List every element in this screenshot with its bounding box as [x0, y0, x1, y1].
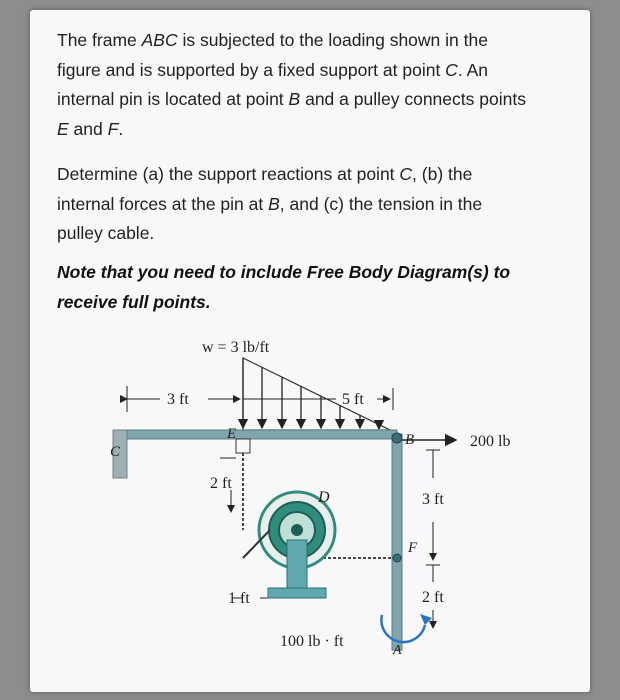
dim-3ft-top: 3 ft [167, 391, 189, 408]
text-run: , (b) the internal forces at the pin at [57, 164, 473, 214]
text-run: . [118, 118, 124, 139]
dim-2ft: 2 ft [210, 475, 232, 492]
dim-3ft-right: 3 ft [422, 491, 444, 508]
frame-figure [30, 10, 590, 692]
text-run: Determine (a) the support reactions at point [57, 164, 400, 184]
hanger-E [236, 439, 250, 453]
label-D: D [318, 489, 330, 506]
fbd-note: Note that you need to include Free Body Diagram(s) to receive full points. [57, 262, 511, 312]
label-F: F [408, 540, 418, 556]
dim-5ft: 5 ft [342, 391, 364, 408]
label-B: B [405, 432, 415, 448]
label-C: C [110, 444, 121, 460]
moment-arrow-head [420, 614, 432, 625]
load-label: w = 3 lb/ft [202, 339, 270, 356]
moment-arrow [381, 615, 425, 642]
label-E: E [227, 426, 237, 442]
distributed-load [243, 358, 390, 430]
text-run-italic: ABC [141, 30, 178, 50]
text-run: is subjected to the loading shown in the figure and is supported by a fixed support at point [57, 30, 488, 80]
text-run-italic: B [288, 89, 301, 109]
beam-CB [127, 430, 397, 439]
moment-label: 100 lb · ft [280, 633, 344, 650]
text-run-italic: E [57, 118, 69, 139]
text-run: and a pulley connects points [300, 89, 526, 109]
pin-B [392, 433, 402, 443]
label-A: A [393, 643, 402, 658]
point-F-connector [393, 554, 401, 562]
text-run-italic: B [268, 193, 280, 214]
text-run-italic: C [445, 59, 458, 80]
text-run: , and (c) the tension in the pulley cable. [57, 193, 483, 243]
text-run: . An internal pin is located at point [57, 59, 488, 109]
text-run-italic: C [399, 164, 413, 184]
member-BA [392, 434, 402, 650]
force-label: 200 lb [470, 433, 511, 450]
pulley-D [243, 492, 335, 598]
dim-1ft: 1 ft [228, 590, 250, 607]
problem-card [30, 10, 590, 692]
text-run-italic: F [107, 118, 119, 139]
text-run: The frame [57, 30, 142, 50]
dim-2ft-right: 2 ft [422, 589, 444, 606]
text-run: and [68, 118, 108, 139]
